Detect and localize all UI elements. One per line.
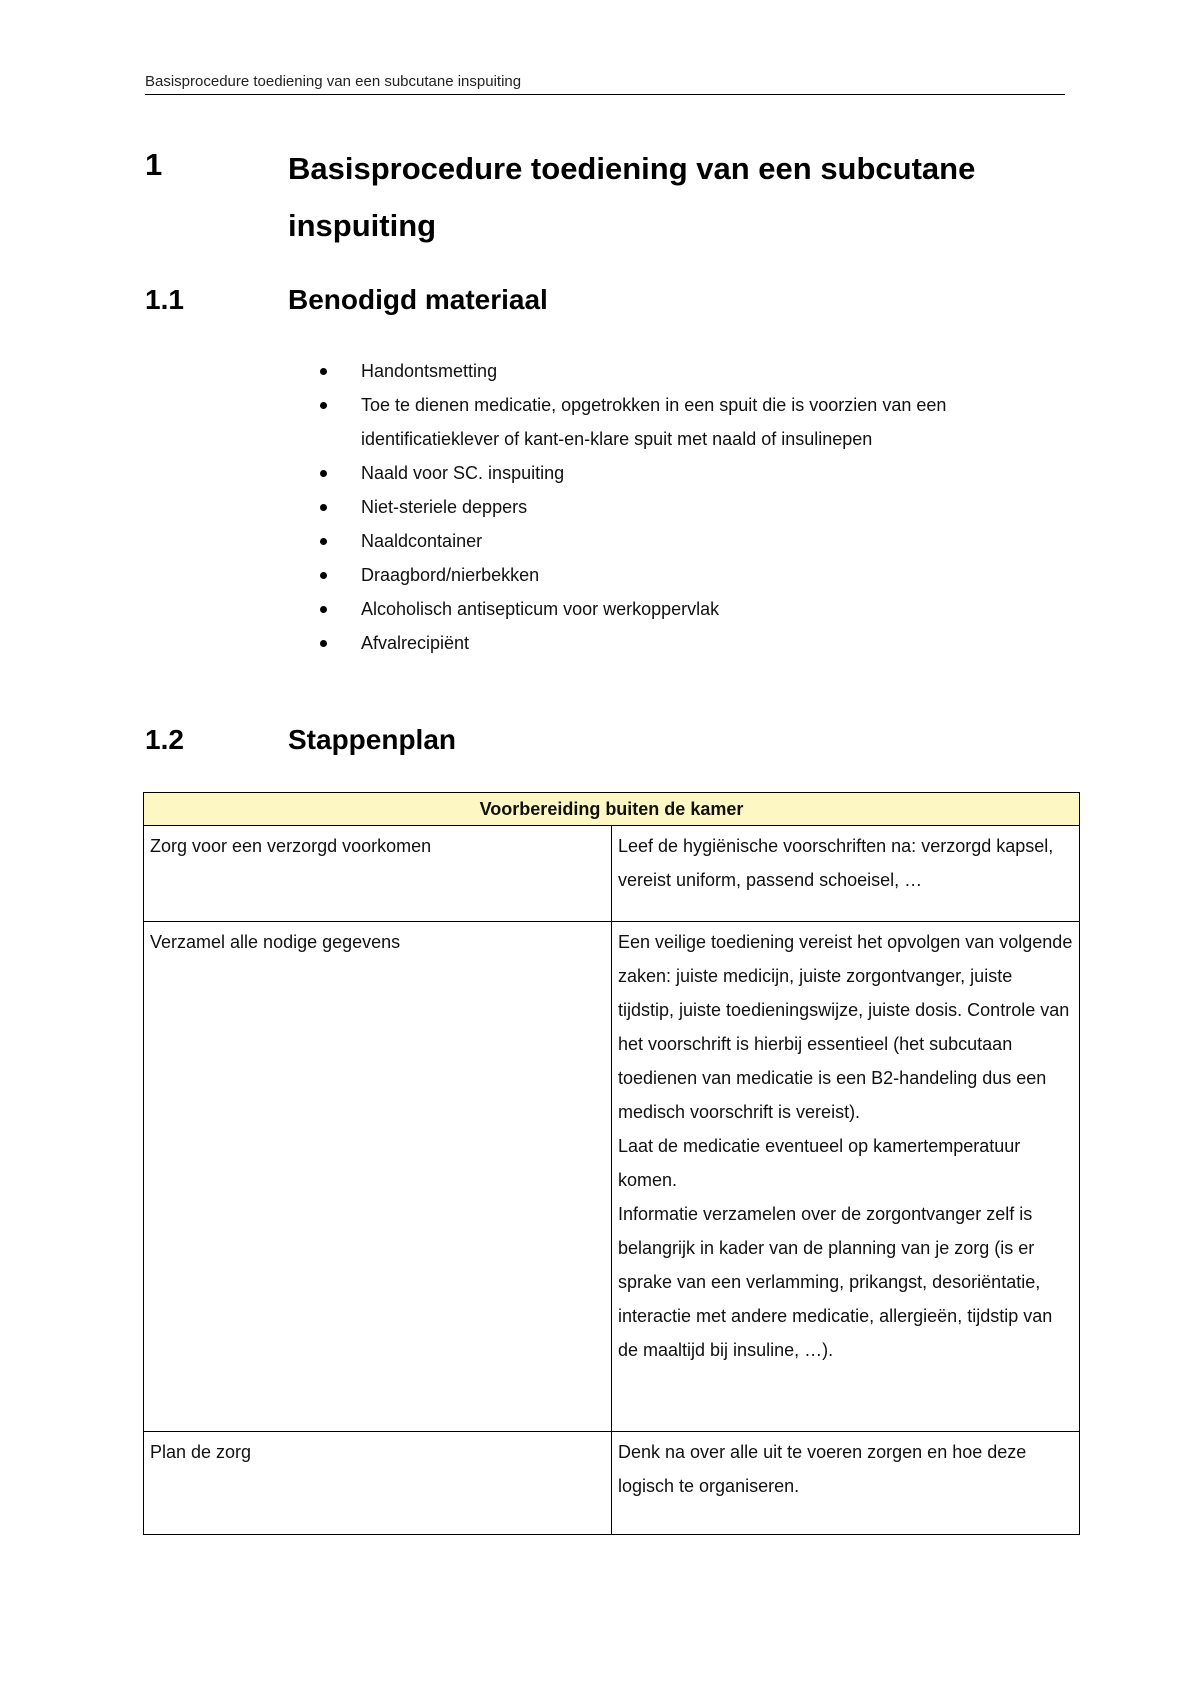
bullet-icon bbox=[320, 606, 327, 613]
chapter-number: 1 bbox=[145, 147, 163, 182]
explanation-paragraph: Een veilige toediening vereist het opvolgen van volgende zaken: juiste medicijn, juiste zorgontvanger, juiste tijdstip, juiste toedieningswijze, juiste dosis. Controle van het voorschrift is hierbij essentieel (het subcutaan toedienen van medicatie is een B2-handeling dus een medisch voorschrift is vereist). bbox=[618, 932, 1073, 1122]
section-heading-materials bbox=[145, 282, 1045, 322]
explanation-paragraph: Denk na over alle uit te voeren zorgen en hoe deze logisch te organiseren. bbox=[618, 1442, 1027, 1496]
section-title: Benodigd materiaal bbox=[288, 284, 548, 315]
bullet-icon bbox=[320, 538, 327, 545]
step-explanation bbox=[612, 826, 1080, 922]
table-row bbox=[144, 826, 1080, 922]
step-explanation bbox=[612, 922, 1080, 1432]
table-header: Voorbereiding buiten de kamer bbox=[144, 793, 1080, 826]
explanation-paragraph: Leef de hygiënische voorschriften na: verzorgd kapsel, vereist uniform, passend schoeisel, … bbox=[618, 836, 1054, 890]
table-row bbox=[144, 1432, 1080, 1535]
section-heading-steps bbox=[145, 722, 1045, 762]
list-item: Naaldcontainer bbox=[320, 524, 1080, 558]
section-number: 1.1 bbox=[145, 284, 184, 315]
list-item: Draagbord/nierbekken bbox=[320, 558, 1080, 592]
step-action: Zorg voor een verzorgd voorkomen bbox=[144, 826, 612, 922]
bullet-icon bbox=[320, 572, 327, 579]
step-explanation bbox=[612, 1432, 1080, 1535]
bullet-icon bbox=[320, 368, 327, 375]
running-header: Basisprocedure toediening van een subcutane inspuiting bbox=[145, 72, 1065, 95]
table-header-row bbox=[144, 793, 1080, 826]
step-action: Verzamel alle nodige gegevens bbox=[144, 922, 612, 1432]
list-item: Alcoholisch antisepticum voor werkoppervlak bbox=[320, 592, 1080, 626]
explanation-paragraph: Laat de medicatie eventueel op kamertemperatuur komen. bbox=[618, 1136, 1021, 1190]
bullet-icon bbox=[320, 402, 327, 409]
section-title: Stappenplan bbox=[288, 724, 457, 755]
bullet-icon bbox=[320, 470, 327, 477]
table-row bbox=[144, 922, 1080, 1432]
list-item: Naald voor SC. inspuiting bbox=[320, 456, 1080, 490]
bullet-icon bbox=[320, 504, 327, 511]
materials-list bbox=[320, 354, 1080, 660]
steps-table bbox=[143, 792, 1080, 1535]
explanation-paragraph: Informatie verzamelen over de zorgontvanger zelf is belangrijk in kader van de planning van je zorg (is er sprake van een verlamming, prikangst, desoriëntatie, interactie met andere medicatie, allergieën, tijdstip van de maaltijd bij insuline, …). bbox=[618, 1204, 1053, 1360]
section-number: 1.2 bbox=[145, 724, 184, 755]
list-item: Niet-steriele deppers bbox=[320, 490, 1080, 524]
bullet-icon bbox=[320, 640, 327, 647]
step-action: Plan de zorg bbox=[144, 1432, 612, 1535]
list-item: Handontsmetting bbox=[320, 354, 1080, 388]
list-item: Afvalrecipiënt bbox=[320, 626, 1080, 660]
list-item: Toe te dienen medicatie, opgetrokken in een spuit die is voorzien van een identificatieklever of kant-en-klare spuit met naald of insulinepen bbox=[320, 388, 1080, 456]
chapter-title: Basisprocedure toediening van een subcutane inspuiting bbox=[288, 151, 976, 243]
